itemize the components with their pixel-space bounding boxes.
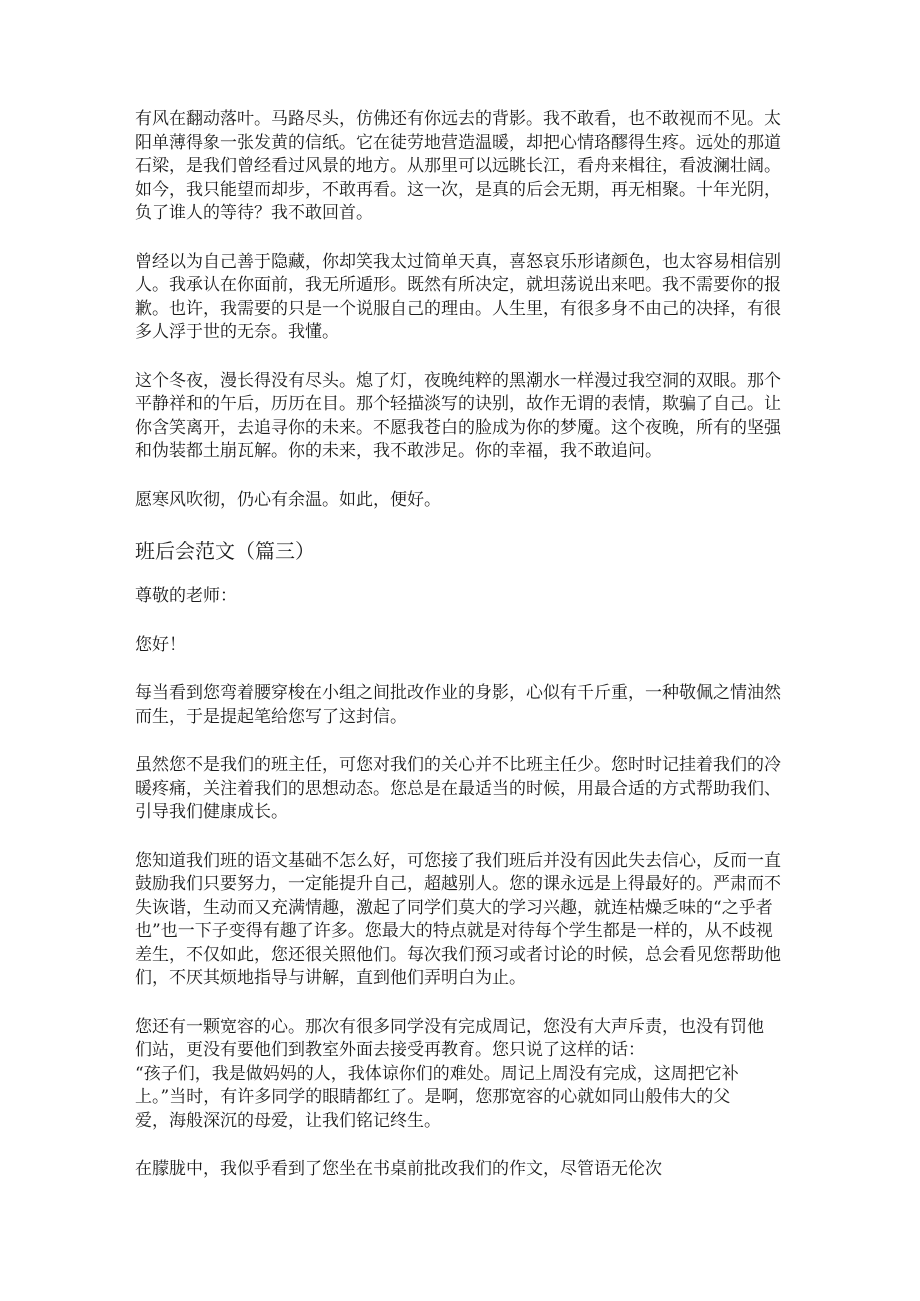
paragraph-line: 暖疼痛，关注着我们的思想动态。您总是在最适当的时候，用最合适的方式帮助我们、 (135, 778, 781, 799)
paragraph (135, 1016, 785, 1134)
paragraph-line: 失诙谐，生动而又充满情趣，激起了同学们莫大的学习兴趣，就连枯燥乏味的“之乎者 (135, 897, 773, 918)
paragraph-line: 每当看到您弯着腰穿梭在小组之间批改作业的身影，心似有千斤重，一种敬佩之情油然 (135, 683, 781, 703)
paragraph-line: 爱，海般深沉的母爱，让我们铭记终生。 (135, 1110, 441, 1131)
document-body (135, 108, 785, 1207)
paragraph-line: 如今，我只能望而却步，不敢再看。这一次，是真的后会无期，再无相聚。十年光阴， (135, 179, 781, 200)
paragraph-line: 鼓励我们只要努力，一定能提升自己，超越别人。您的课永远是上得最好的。严肃而不 (135, 874, 781, 894)
paragraph (135, 489, 785, 513)
paragraph-line: “孩子们，我是做妈妈的人，我体谅你们的难处。周记上周没有完成，这周把它补 (135, 1063, 739, 1084)
paragraph-line: 差生，不仅如此，您还很关照他们。每次我们预习或者讨论的时候，总会看见您帮助他 (135, 944, 781, 965)
paragraph-line: 负了谁人的等待？我不敢回首。 (135, 203, 373, 223)
paragraph-line: 你含笑离开，去追寻你的未来。不愿我苍白的脸成为你的梦魇。这个夜晚，所有的坚强 (135, 417, 781, 438)
paragraph-line: 在朦胧中，我似乎看到了您坐在书桌前批改我们的作文，尽管语无伦次 (135, 1159, 662, 1179)
essay-part-one (135, 108, 785, 512)
section-heading: 班后会范文（篇三） (135, 539, 315, 563)
salutation: 尊敬的老师： (135, 586, 237, 606)
paragraph-line: 们站，更没有要他们到教室外面去接受再教育。您只说了这样的话： (135, 1040, 645, 1060)
letter-body (135, 682, 785, 1182)
paragraph-line: 愿寒风吹彻，仍心有余温。如此，便好。 (135, 489, 441, 510)
paragraph-line: 上。”当时，有许多同学的眼睛都红了。是啊，您那宽容的心就如同山般伟大的父 (135, 1087, 731, 1107)
paragraph (135, 1158, 785, 1182)
paragraph-line: 们，不厌其烦地指导与讲解，直到他们弄明白为止。 (135, 968, 526, 988)
paragraph (135, 108, 785, 226)
greeting: 您好！ (135, 634, 186, 655)
paragraph-line: 您还有一颗宽容的心。那次有很多同学没有完成周记，您没有大声斥责，也没有罚他 (135, 1016, 764, 1037)
paragraph-line: 您知道我们班的语文基础不怎么好，可您接了我们班后并没有因此失去信心，反而一直 (135, 850, 781, 871)
paragraph-line: 虽然您不是我们的班主任，可您对我们的关心并不比班主任少。您时时记挂着我们的冷 (135, 755, 781, 775)
paragraph-line: 阳单薄得象一张发黄的信纸。它在徒劳地营造温暖，却把心情珞醪得生疼。远处的那道 (135, 132, 781, 153)
paragraph-line: 平静祥和的午后，历历在目。那个轻描淡写的诀别，故作无谓的表情，欺骗了自己。让 (135, 394, 781, 414)
paragraph (135, 682, 785, 729)
paragraph-line: 有风在翻动落叶。马路尽头，仿佛还有你远去的背影。我不敢看，也不敢视而不见。太 (135, 109, 781, 129)
paragraph-line: 也”也一下子变得有趣了许多。您最大的特点就是对待每个学生都是一样的，从不歧视 (135, 921, 773, 941)
paragraph-line: 人。我承认在你面前，我无所遁形。既然有所决定，就坦荡说出来吧。我不需要你的报 (135, 275, 781, 295)
paragraph (135, 754, 785, 825)
paragraph (135, 850, 785, 991)
paragraph-line: 而生，于是提起笔给您写了这封信。 (135, 706, 407, 727)
paragraph-line: 歉。也许，我需要的只是一个说服自己的理由。人生里，有很多身不由己的决择，有很 (135, 298, 781, 319)
paragraph (135, 251, 785, 345)
paragraph-line: 和伪装都土崩瓦解。你的未来，我不敢涉足。你的幸福，我不敢追问。 (135, 441, 662, 461)
paragraph-line: 这个冬夜，漫长得没有尽头。熄了灯，夜晚纯粹的黑潮水一样漫过我空洞的双眼。那个 (135, 370, 781, 391)
paragraph-line: 石梁，是我们曾经看过风景的地方。从那里可以远眺长江，看舟来楫往，看波澜壮阔。 (135, 156, 781, 176)
paragraph-line: 引导我们健康成长。 (135, 802, 288, 822)
paragraph-line: 曾经以为自己善于隐藏，你却笑我太过简单天真，喜怒哀乐形诸颜色，也太容易相信别 (135, 251, 781, 272)
paragraph (135, 370, 785, 464)
paragraph-line: 多人浮于世的无奈。我懂。 (135, 322, 339, 342)
